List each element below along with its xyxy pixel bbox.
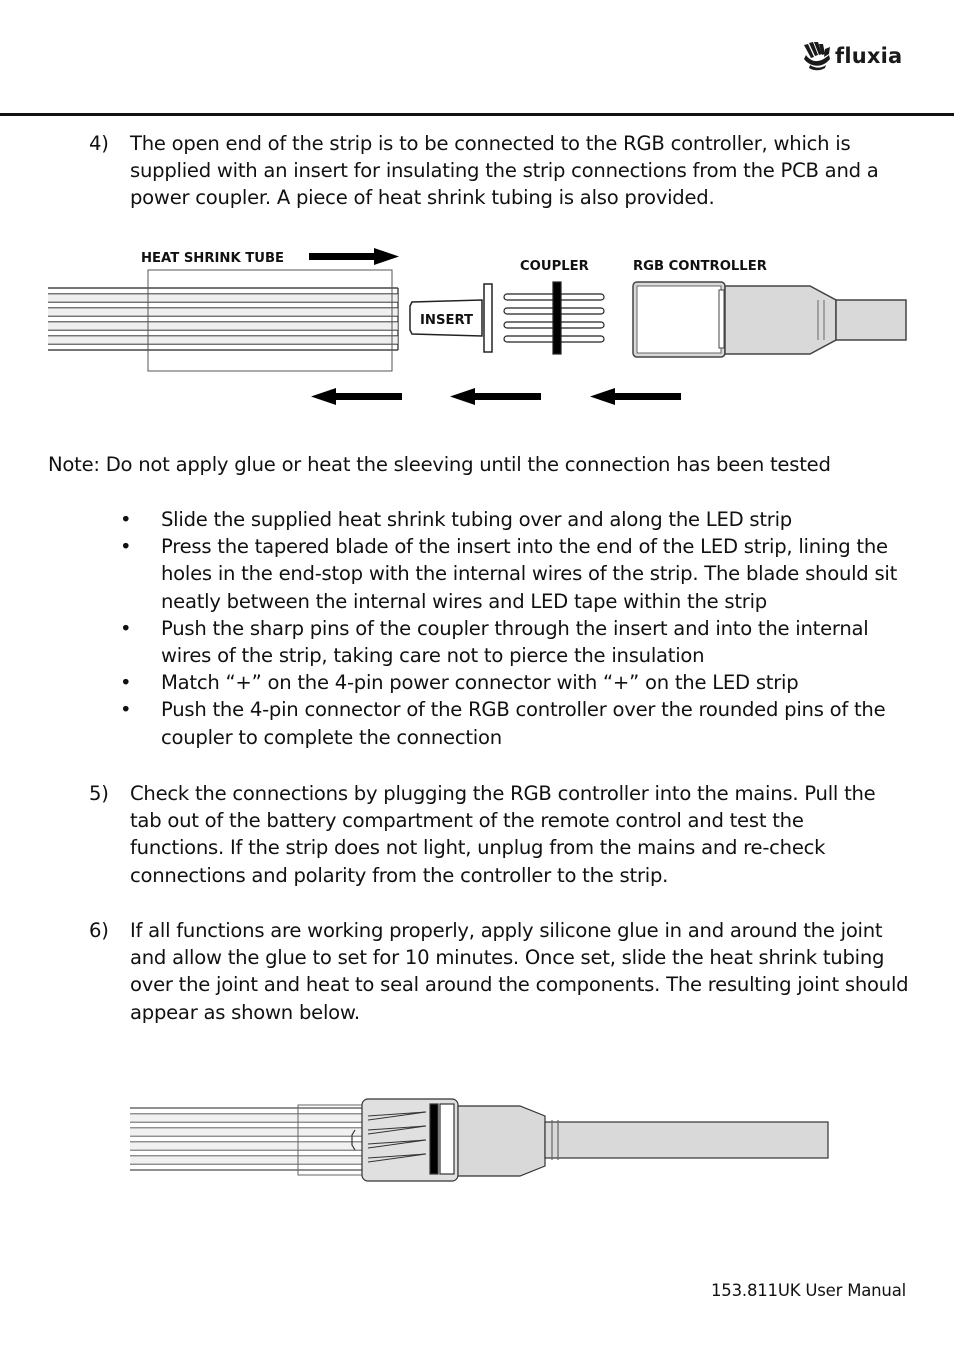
step-5-number: 5) [89, 782, 109, 805]
bullet-icon: • [120, 508, 132, 531]
header-divider [0, 113, 954, 116]
bullet-icon: • [120, 698, 132, 722]
step-6-text: If all functions are working properly, apply silicone glue in and around the joint and allow the glue to set for 10 minutes. Once set, slide the heat shrink tubing over the joint and heat to seal around the components. The resulting joint should appear as shown below. [130, 919, 909, 1024]
strip-fill [48, 294, 398, 344]
heat-shrink-label: HEAT SHRINK TUBE [141, 251, 285, 266]
list-item: • Push the 4-pin connector of the RGB controller over the rounded pins of the coupler to complete the connection [120, 698, 886, 749]
rgb-controller-plug [633, 282, 906, 357]
bullet-icon: • [120, 535, 132, 559]
assembled-joint-diagram [120, 1095, 840, 1190]
coupler-label: COUPLER [520, 259, 589, 274]
instruction-bullets [118, 506, 918, 751]
exploded-connection-diagram [0, 240, 954, 415]
bullet-icon: • [120, 616, 132, 640]
brand-name: fluxia [835, 44, 903, 68]
left-arrow-icon-2 [450, 388, 541, 405]
coupler-part [504, 282, 604, 354]
fluxia-hand-icon [802, 41, 832, 71]
insert-label: INSERT [420, 313, 474, 328]
step-6-number: 6) [89, 919, 109, 942]
step-5-text: Check the connections by plugging the RGB controller into the mains. Pull the tab out of the battery compartment of the remote control and test the functions. If the strip does not light, unplug from the mains and re-check connections and polarity from the controller to the strip. [130, 782, 876, 887]
heat-shrink-tube [148, 270, 392, 371]
list-item: • Push the sharp pins of the coupler through the insert and into the internal wires of the strip, taking care not to pierce the insulation [120, 616, 869, 668]
left-arrow-icon-1 [311, 388, 402, 405]
list-item: • Press the tapered blade of the insert into the end of the LED strip, lining the holes in the end-stop with the internal wires of the strip. The blade should sit neatly between the internal wires and LED tape within the strip [120, 535, 898, 613]
list-item: • Slide the supplied heat shrink tubing over and along the LED strip [118, 506, 918, 533]
right-arrow-icon [309, 248, 399, 265]
joint-connector [352, 1099, 828, 1181]
list-item: • Match “+” on the 4-pin power connector with “+” on the LED strip [118, 669, 918, 696]
brand-logo [802, 40, 902, 72]
left-arrow-icon-3 [590, 388, 681, 405]
note-text: Note: Do not apply glue or heat the sleeving until the connection has been tested [48, 453, 831, 476]
step-4-number: 4) [89, 132, 109, 155]
bullet-icon: • [120, 671, 132, 695]
step-4-text: The open end of the strip is to be connected to the RGB controller, which is supplied with an insert for insulating the strip connections from the PCB and a power coupler. A piece of heat shrink tubing is also provided. [130, 132, 879, 210]
manual-footer: 153.811UK User Manual [711, 1281, 906, 1300]
rgb-controller-label: RGB CONTROLLER [633, 259, 767, 274]
